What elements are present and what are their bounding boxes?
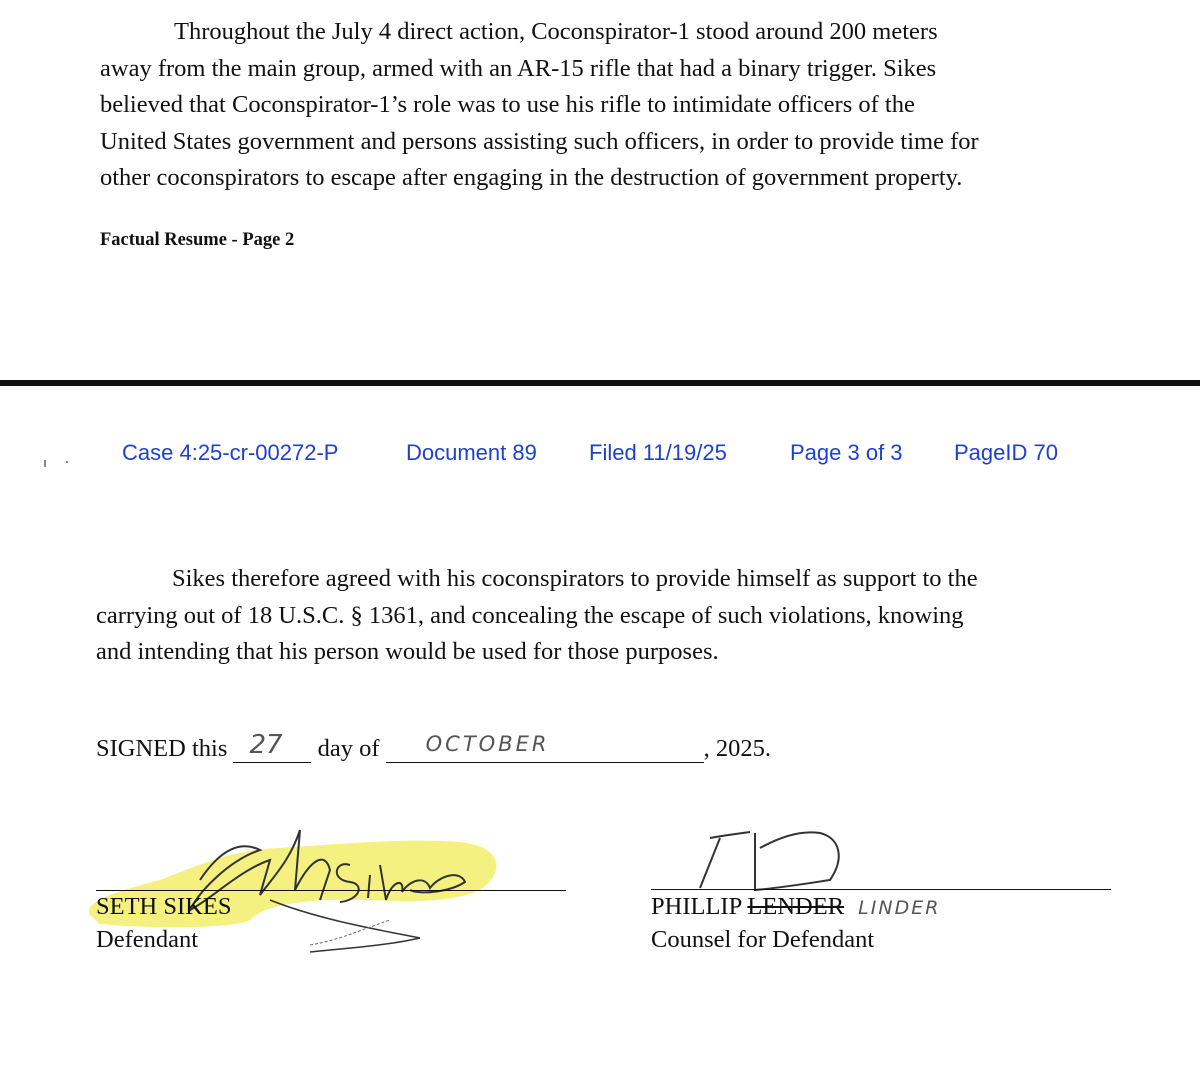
month-blank bbox=[386, 734, 704, 763]
header-page-id: PageID 70 bbox=[954, 440, 1058, 465]
defendant-role: Defendant bbox=[96, 926, 199, 953]
page1-line-1: Throughout the July 4 direct action, Coconspirator-1 stood around 200 meters bbox=[174, 18, 938, 45]
page2-paragraph bbox=[96, 561, 978, 671]
handwritten-month: OCTOBER bbox=[425, 732, 550, 756]
defendant-signature-line bbox=[96, 890, 566, 891]
page1-line-2: away from the main group, armed with an AR-15 rifle that had a binary trigger. Sikes bbox=[100, 54, 937, 82]
page2-line-2: carrying out of 18 U.S.C. § 1361, and concealing the escape of such violations, knowing bbox=[96, 601, 964, 629]
counsel-handwritten-correction: LINDER bbox=[858, 897, 941, 919]
page2-line-3: and intending that his person would be used for those purposes. bbox=[96, 638, 719, 665]
header-case-number: Case 4:25-cr-00272-P bbox=[122, 440, 339, 465]
header-document-number: Document 89 bbox=[406, 440, 537, 465]
page1-line-3: believed that Coconspirator-1’s role was to use his rifle to intimidate officers of the bbox=[100, 91, 915, 118]
page1-line-5: other coconspirators to escape after engaging in the destruction of government property. bbox=[100, 164, 963, 191]
page-footer-label: Factual Resume - Page 2 bbox=[100, 230, 295, 250]
page1-line-4: United States government and persons assisting such officers, in order to provide time for bbox=[100, 127, 979, 155]
page1-paragraph bbox=[100, 14, 979, 197]
counsel-signature bbox=[660, 818, 920, 898]
page2-line-1: Sikes therefore agreed with his coconspirators to provide himself as support to the bbox=[172, 565, 978, 592]
counsel-struck-surname: LENDER bbox=[747, 893, 845, 920]
header-page-count: Page 3 of 3 bbox=[790, 440, 903, 465]
counsel-role: Counsel for Defendant bbox=[651, 926, 875, 953]
signed-date-line bbox=[96, 730, 772, 763]
signed-prefix: SIGNED this bbox=[96, 735, 228, 762]
handwritten-day: 27 bbox=[249, 730, 283, 760]
header-filed-date: Filed 11/19/25 bbox=[589, 440, 727, 465]
scan-speck bbox=[44, 460, 46, 467]
counsel-signature-line bbox=[651, 889, 1111, 890]
defendant-name: SETH SIKES bbox=[96, 893, 232, 920]
day-blank bbox=[233, 730, 311, 763]
counsel-first-name: PHILLIP bbox=[651, 893, 742, 920]
counsel-name bbox=[651, 893, 940, 921]
page-divider bbox=[0, 380, 1200, 386]
signed-suffix: , 2025. bbox=[703, 735, 772, 762]
scan-speck bbox=[66, 461, 68, 463]
signed-middle: day of bbox=[317, 735, 380, 762]
